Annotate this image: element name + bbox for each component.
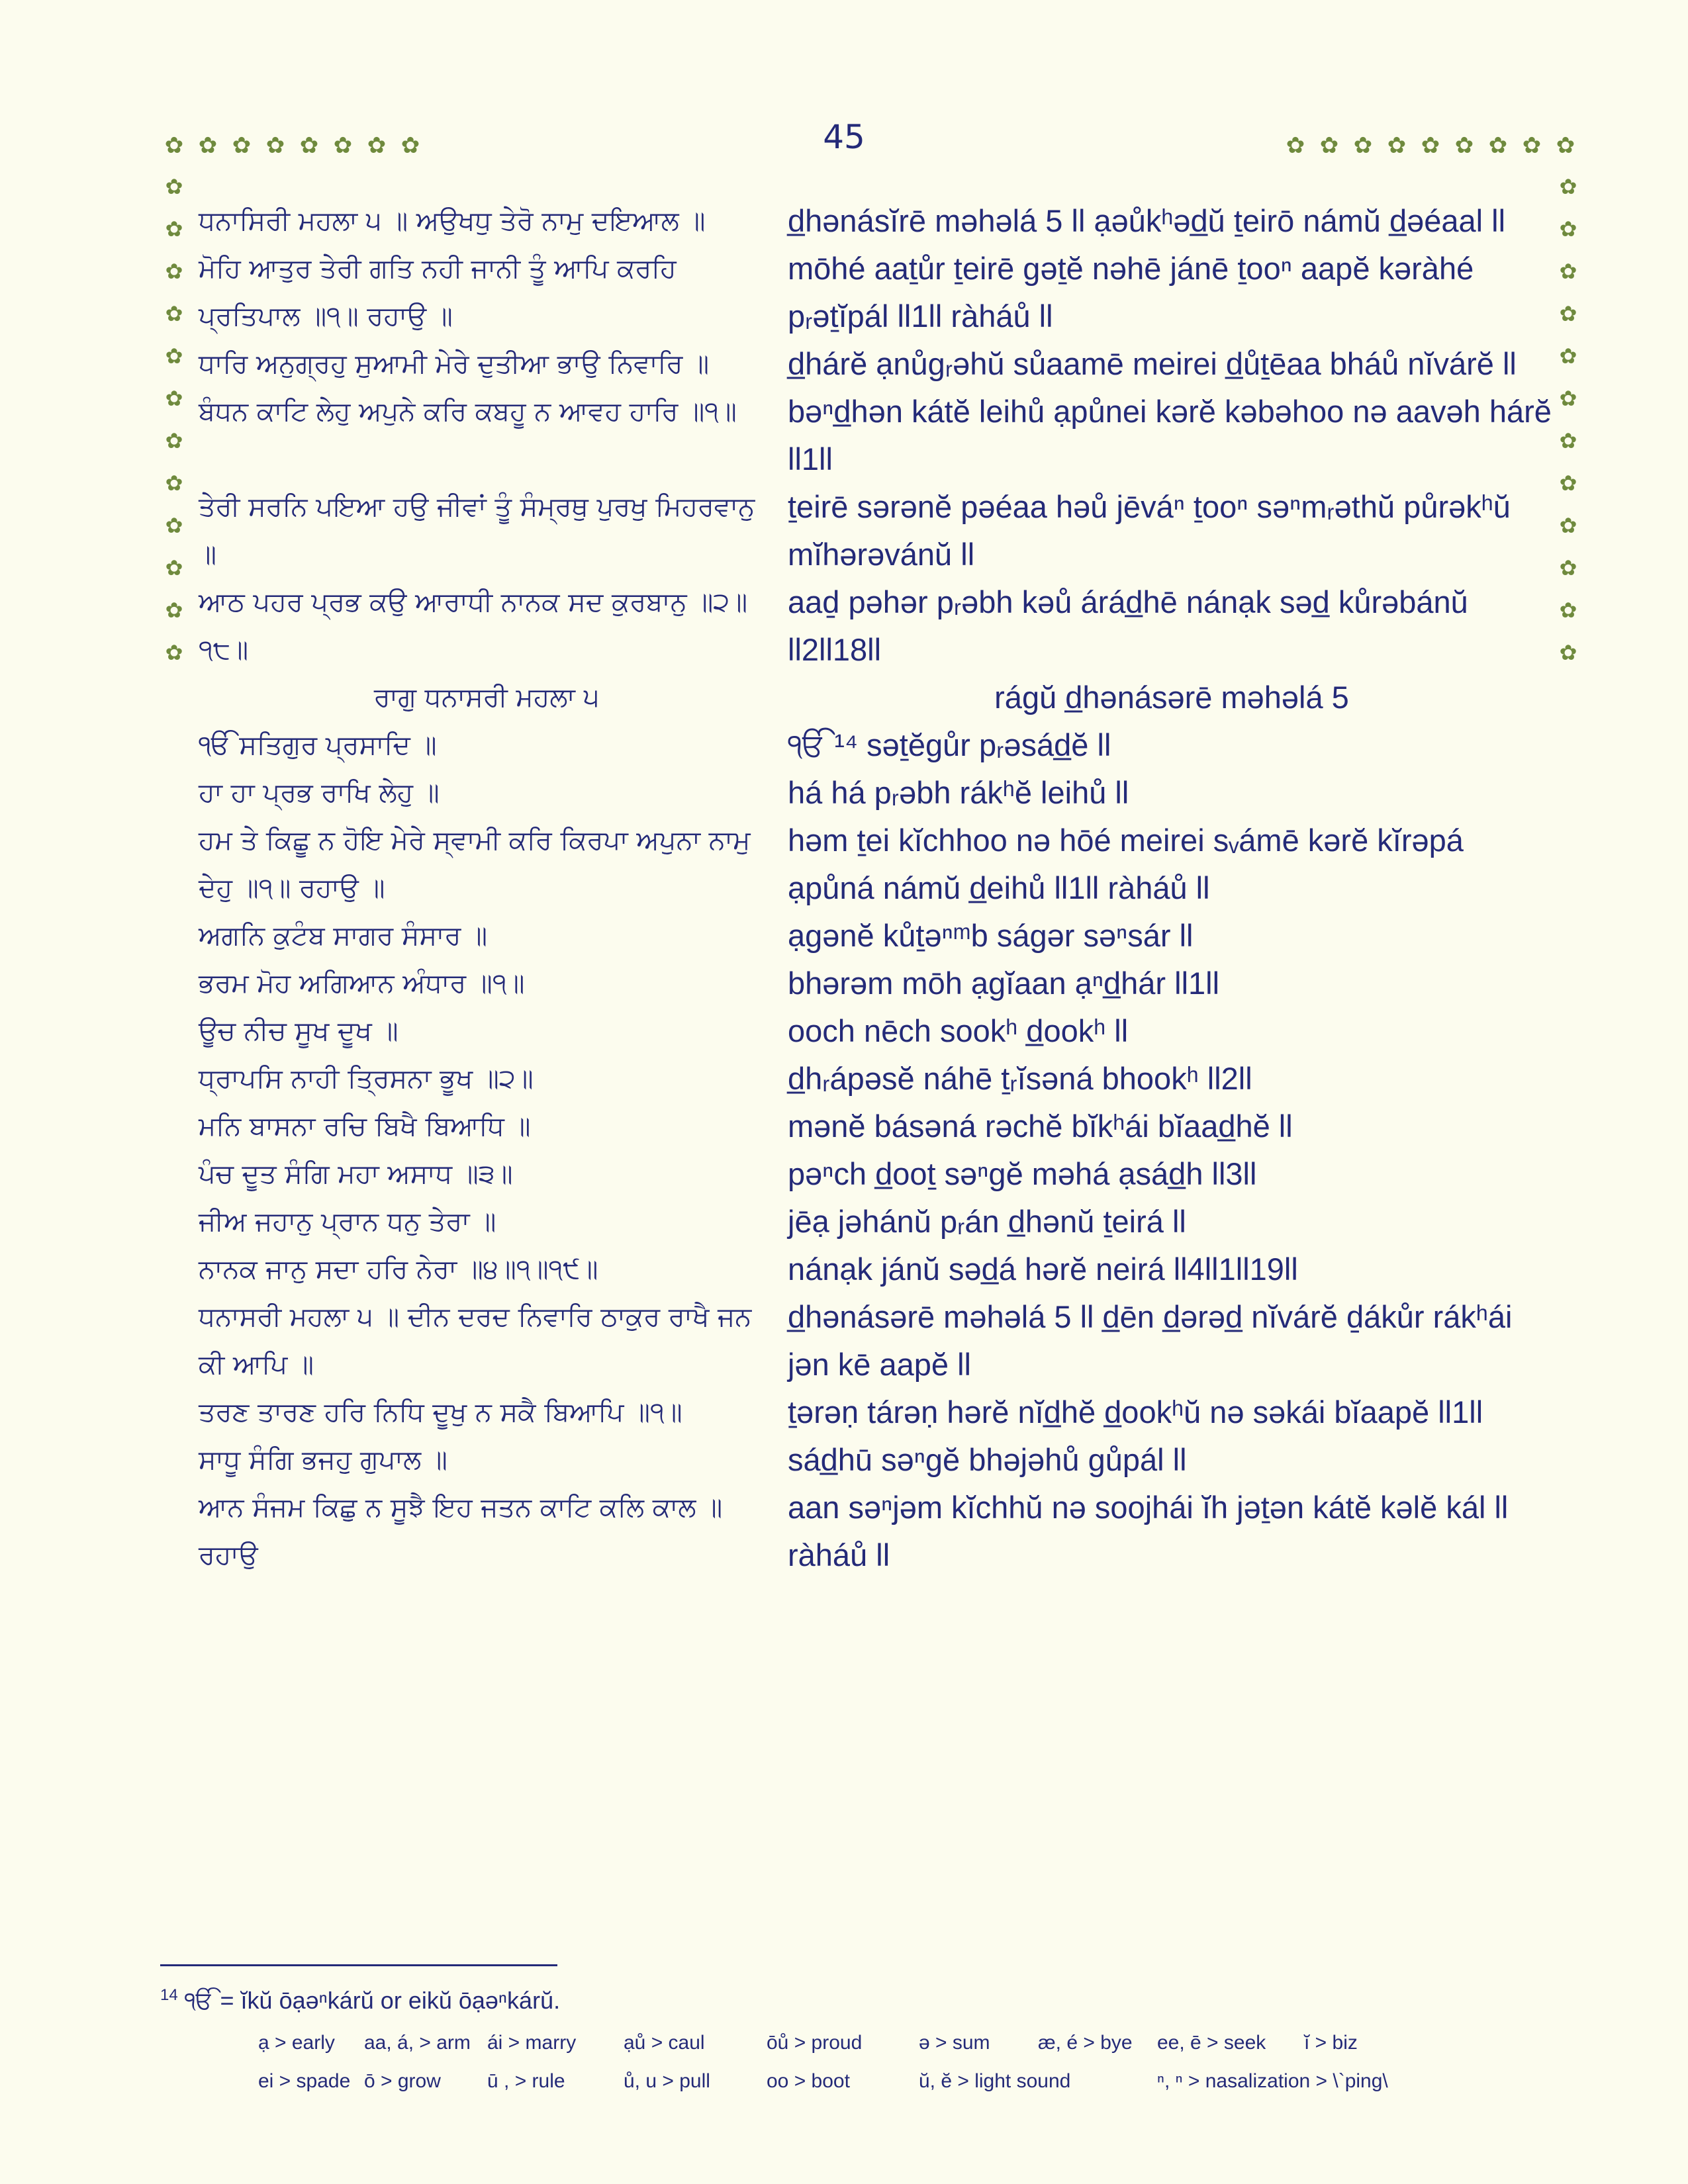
flower-ornament-icon: ✿ — [1559, 386, 1577, 411]
verse-row — [199, 1484, 1556, 1579]
flower-ornament-icon: ✿ — [1559, 259, 1577, 284]
ornament-border-top-right — [1282, 132, 1579, 159]
flower-ornament-icon: ✿ — [265, 132, 285, 159]
transliteration-line: pəⁿch d̲ooṯ səⁿgĕ məhá ạsád̲h ll3ll — [788, 1156, 1257, 1191]
legend-item: ĭ > biz — [1304, 2032, 1358, 2054]
legend-item: ei > spade — [258, 2070, 351, 2092]
gurmukhi-line: ਸਾਧੂ ਸੰਗਿ ਭਜਹੁ ਗੁਪਾਲ ॥ — [199, 1445, 447, 1475]
flower-ornament-icon: ✿ — [165, 428, 183, 453]
gurmukhi-line: ਆਠ ਪਹਰ ਪ੍ਰਭ ਕਉ ਆਰਾਧੀ ਨਾਨਕ ਸਦ ਕੁਰਬਾਨੁ ॥੨॥੧੮॥ — [199, 587, 748, 665]
gurmukhi-line: ਆਨ ਸੰਜਮ ਕਿਛੁ ਨ ਸੂਝੈ ਇਹ ਜਤਨ ਕਾਟਿ ਕਲਿ ਕਾਲ ॥ ਰਹਾਉ — [199, 1492, 723, 1570]
gurmukhi-line: ਨਾਨਕ ਜਾਨੁ ਸਦਾ ਹਰਿ ਨੇਰਾ ॥੪॥੧॥੧੯॥ — [199, 1254, 598, 1285]
flower-ornament-icon: ✿ — [1522, 132, 1542, 159]
legend-item: ō > grow — [364, 2070, 441, 2092]
flower-ornament-icon: ✿ — [367, 132, 387, 159]
transliteration-line: d̲hənásĭrē məhəlá 5 ll ạəůkʰəd̲ŭ ṯeirō námŭ d̲əéaal ll — [788, 203, 1506, 238]
flower-ornament-icon: ✿ — [165, 301, 183, 326]
legend-item: ⁿ, ⁿ > nasalization > \`ping\ — [1157, 2070, 1388, 2092]
page-number: 45 — [823, 118, 865, 156]
ornament-border-right — [1555, 173, 1581, 666]
gurmukhi-line: ਭਰਮ ਮੋਹ ਅਗਿਆਨ ਅੰਧਾਰ ॥੧॥ — [199, 968, 525, 999]
flower-ornament-icon: ✿ — [1559, 174, 1577, 199]
flower-ornament-icon: ✿ — [299, 132, 319, 159]
flower-ornament-icon: ✿ — [1559, 598, 1577, 623]
flower-ornament-icon: ✿ — [1286, 132, 1305, 159]
flower-ornament-icon: ✿ — [164, 132, 184, 159]
flower-ornament-icon: ✿ — [232, 132, 252, 159]
gurmukhi-line: ਅਗਨਿ ਕੁਟੰਬ ਸਾਗਰ ਸੰਸਾਰ ॥ — [199, 921, 488, 951]
ornament-border-top-left — [161, 132, 424, 159]
legend-item: ái > marry — [487, 2032, 577, 2054]
gurmukhi-line: ਮੋਹਿ ਆਤੁਰ ਤੇਰੀ ਗਤਿ ਨਹੀ ਜਾਨੀ ਤੂੰ ਆਪਿ ਕਰਹਿ ਪ੍ਰਤਿਪਾਲ ॥੧॥ ਰਹਾਉ ॥ — [199, 253, 677, 332]
verse-row — [199, 1436, 1556, 1484]
gurmukhi-line: ਤੇਰੀ ਸਰਨਿ ਪਇਆ ਹਉ ਜੀਵਾਂ ਤੂੰ ਸੰਮ੍ਰਥੁ ਪੁਰਖੁ ਮਿਹਰਵਾਨੁ ॥ — [199, 492, 755, 570]
verse-row — [199, 1388, 1556, 1436]
flower-ornament-icon: ✿ — [1559, 471, 1577, 496]
verse-row — [199, 960, 1556, 1007]
verse-row — [199, 483, 1556, 578]
verse-row — [199, 1103, 1556, 1150]
verse-row — [199, 1293, 1556, 1388]
flower-ornament-icon: ✿ — [1488, 132, 1508, 159]
flower-ornament-icon: ✿ — [165, 598, 183, 623]
transliteration-line: d̲hárĕ ạnůgᵣəhŭ sůaamē meirei d̲ůṯēaa bháů nĭvárĕ ll — [788, 346, 1517, 381]
pronunciation-legend — [258, 2029, 1529, 2095]
footnote-number: 14 — [160, 1986, 178, 2004]
legend-item: ū , > rule — [487, 2070, 565, 2092]
footnote-text: ੴ = ĭkŭ ōạəⁿkárŭ or eikŭ ōạəⁿkárŭ. — [184, 1987, 561, 2014]
flower-ornament-icon: ✿ — [165, 343, 183, 369]
gurmukhi-line: ਧਾਰਿ ਅਨੁਗ੍ਰਹੁ ਸੁਆਮੀ ਮੇਰੇ ਦੁਤੀਆ ਭਾਉ ਨਿਵਾਰਿ ॥ — [199, 349, 710, 379]
raag-heading-gurmukhi: ਰਾਗੁ ਧਨਾਸਰੀ ਮਹਲਾ ੫ — [373, 682, 600, 713]
gurmukhi-line: ਊਚ ਨੀਚ ਸੂਖ ਦੂਖ ॥ — [199, 1016, 399, 1046]
transliteration-line: həm ṯei kĭchhoo nə hōé meirei sᵥámē kərĕ kĭrəpá ạpůná námŭ d̲eihů ll1ll ràháů ll — [788, 823, 1464, 905]
transliteration-line: bhərəm mōh ạgĭaan ạⁿd̲hár ll1ll — [788, 966, 1220, 1001]
verse-row — [199, 1055, 1556, 1103]
transliteration-line: nánạk jánŭ səd̲á hərĕ neirá ll4ll1ll19ll — [788, 1251, 1298, 1287]
flower-ornament-icon: ✿ — [1556, 132, 1575, 159]
flower-ornament-icon: ✿ — [400, 132, 420, 159]
gurmukhi-line: ਹਾ ਹਾ ਪ੍ਰਭ ਰਾਖਿ ਲੇਹੁ ॥ — [199, 778, 440, 808]
transliteration-line: há há pᵣəbh rákʰĕ leihů ll — [788, 775, 1129, 810]
legend-item: ōů > proud — [767, 2032, 863, 2054]
legend-item: aa, á, > arm — [364, 2032, 471, 2054]
gurmukhi-line: ਧਨਾਸਰੀ ਮਹਲਾ ੫ ॥ ਦੀਨ ਦਰਦ ਨਿਵਾਰਿ ਠਾਕੁਰ ਰਾਖੈ ਜਨ ਕੀ ਆਪਿ ॥ — [199, 1302, 752, 1380]
transliteration-line: ạgənĕ kůṯəⁿᵐb ságər səⁿsár ll — [788, 918, 1194, 953]
flower-ornament-icon: ✿ — [165, 386, 183, 411]
flower-ornament-icon: ✿ — [333, 132, 353, 159]
transliteration-line: aan səⁿjəm kĭchhŭ nə soojhái ĭh jəṯən kátĕ kəlĕ kál ll ràháů ll — [788, 1490, 1509, 1572]
verse-row — [199, 388, 1556, 483]
flower-ornament-icon: ✿ — [1319, 132, 1339, 159]
gurmukhi-line: ਬੰਧਨ ਕਾਟਿ ਲੇਹੁ ਅਪੁਨੇ ਕਰਿ ਕਬਹੂ ਨ ਆਵਹ ਹਾਰਿ ॥੧॥ — [199, 396, 737, 427]
verse-row — [199, 1150, 1556, 1198]
verse-row — [199, 1198, 1556, 1246]
flower-ornament-icon: ✿ — [165, 471, 183, 496]
verse-row — [199, 817, 1556, 912]
verse-row — [199, 340, 1556, 388]
gurmukhi-line: ਹਮ ਤੇ ਕਿਛੂ ਨ ਹੋਇ ਮੇਰੇ ਸ੍ਵਾਮੀ ਕਰਿ ਕਿਰਪਾ ਅਪੁਨਾ ਨਾਮੁ ਦੇਹੁ ॥੧॥ ਰਹਾਉ ॥ — [199, 825, 751, 903]
legend-item: ŭ, ĕ > light sound — [919, 2070, 1071, 2092]
gurmukhi-line: ਤਰਣ ਤਾਰਣ ਹਰਿ ਨਿਧਿ ਦੂਖੁ ਨ ਸਕੈ ਬਿਆਪਿ ॥੧॥ — [199, 1397, 682, 1428]
gurmukhi-line: ੴ ਸਤਿਗੁਰ ਪ੍ਰਸਾਦਿ ॥ — [199, 730, 437, 760]
flower-ornament-icon: ✿ — [1559, 513, 1577, 538]
flower-ornament-icon: ✿ — [165, 259, 183, 284]
flower-ornament-icon: ✿ — [1353, 132, 1373, 159]
flower-ornament-icon: ✿ — [1421, 132, 1440, 159]
transliteration-line: ooch nēch sookʰ d̲ookʰ ll — [788, 1013, 1129, 1048]
flower-ornament-icon: ✿ — [165, 216, 183, 242]
gurmukhi-line: ਪੰਚ ਦੂਤ ਸੰਗਿ ਮਹਾ ਅਸਾਧ ॥੩॥ — [199, 1159, 513, 1189]
flower-ornament-icon: ✿ — [1559, 301, 1577, 326]
legend-item: ạ > early — [258, 2032, 335, 2054]
flower-ornament-icon: ✿ — [165, 640, 183, 665]
transliteration-line: aaḏ pəhər pᵣəbh kəů árád̲hē nánạk səd̲ kůrəbánŭ ll2ll18ll — [788, 584, 1468, 667]
legend-item: ə > sum — [919, 2032, 990, 2054]
transliteration-line: jēạ jəhánŭ pᵣán d̲hənŭ ṯeirá ll — [788, 1204, 1186, 1239]
gurmukhi-line: ਮਨਿ ਬਾਸਨਾ ਰਚਿ ਬਿਖੈ ਬਿਆਧਿ ॥ — [199, 1111, 531, 1142]
legend-item: ů, u > pull — [624, 2070, 710, 2092]
legend-item: ạů > caul — [624, 2032, 705, 2054]
flower-ornament-icon: ✿ — [1559, 428, 1577, 453]
flower-ornament-icon: ✿ — [165, 555, 183, 580]
verse-row — [199, 197, 1556, 245]
footnote — [160, 1979, 560, 2017]
flower-ornament-icon: ✿ — [1387, 132, 1407, 159]
transliteration-line: d̲hᵣápəsĕ náhē ṯᵣĭsəná bhookʰ ll2ll — [788, 1061, 1252, 1096]
legend-item: æ, é > bye — [1038, 2032, 1133, 2054]
legend-item: ee, ē > seek — [1157, 2032, 1266, 2054]
transliteration-line: bəⁿd̲hən kátĕ leihů ạpůnei kərĕ kəbəhoo nə aavəh hárĕ ll1ll — [788, 394, 1552, 477]
gurmukhi-line: ਜੀਅ ਜਹਾਨੁ ਪ੍ਰਾਨ ਧਨੁ ਤੇਰਾ ॥ — [199, 1206, 496, 1237]
flower-ornament-icon: ✿ — [165, 513, 183, 538]
transliteration-line: mənĕ básəná rəchĕ bĭkʰái bĭaad̲hĕ ll — [788, 1109, 1293, 1144]
gurmukhi-line: ਧ੍ਰਾਪਸਿ ਨਾਹੀ ਤ੍ਰਿਸਨਾ ਭੂਖ ॥੨॥ — [199, 1064, 534, 1094]
verse-row — [199, 1246, 1556, 1293]
flower-ornament-icon: ✿ — [1559, 555, 1577, 580]
verse-row — [199, 912, 1556, 960]
flower-ornament-icon: ✿ — [1559, 640, 1577, 665]
transliteration-line: sád̲hū səⁿgĕ bhəjəhů gůpál ll — [788, 1442, 1187, 1477]
flower-ornament-icon: ✿ — [1559, 343, 1577, 369]
flower-ornament-icon: ✿ — [198, 132, 218, 159]
legend-item: oo > boot — [767, 2070, 850, 2092]
verse-row — [199, 245, 1556, 340]
ornament-border-left — [161, 173, 187, 666]
transliteration-line: ṯərəṇ tárəṇ hərĕ nĭd̲hĕ d̲ookʰŭ nə səkái bĭaapĕ ll1ll — [788, 1394, 1483, 1430]
raag-heading-row — [199, 674, 1556, 721]
flower-ornament-icon: ✿ — [1454, 132, 1474, 159]
transliteration-line: d̲hənásərē məhəlá 5 ll d̲ēn d̲ərəd̲ nĭvárĕ ḏákůr rákʰái jən kē aapĕ ll — [788, 1299, 1513, 1382]
raag-heading-transliteration: rágŭ d̲hənásərē məhəlá 5 — [994, 680, 1349, 715]
transliteration-line: ṯeirē sərənĕ pəéaa həů jēváⁿ ṯooⁿ səⁿmᵣəthŭ půrəkʰŭ mĭhərəvánŭ ll — [788, 489, 1511, 572]
transliteration-line: mōhé aaṯůr ṯeirē gəṯĕ nəhē jánē ṯooⁿ aapĕ kəràhé pᵣəṯĭpál ll1ll ràháů ll — [788, 251, 1474, 334]
verse-row — [199, 578, 1556, 674]
verse-row — [199, 721, 1556, 769]
footnote-divider — [160, 1964, 557, 1966]
flower-ornament-icon: ✿ — [165, 174, 183, 199]
gurmukhi-line: ਧਨਾਸਿਰੀ ਮਹਲਾ ੫ ॥ ਅਉਖਧੁ ਤੇਰੋ ਨਾਮੁ ਦਇਆਲ ॥ — [199, 206, 706, 236]
verse-row — [199, 1007, 1556, 1055]
flower-ornament-icon: ✿ — [1559, 216, 1577, 242]
transliteration-line: ੴ ¹⁴ səṯĕgůr pᵣəsád̲ĕ ll — [788, 727, 1111, 762]
verse-table — [199, 197, 1556, 1579]
verse-row — [199, 769, 1556, 817]
